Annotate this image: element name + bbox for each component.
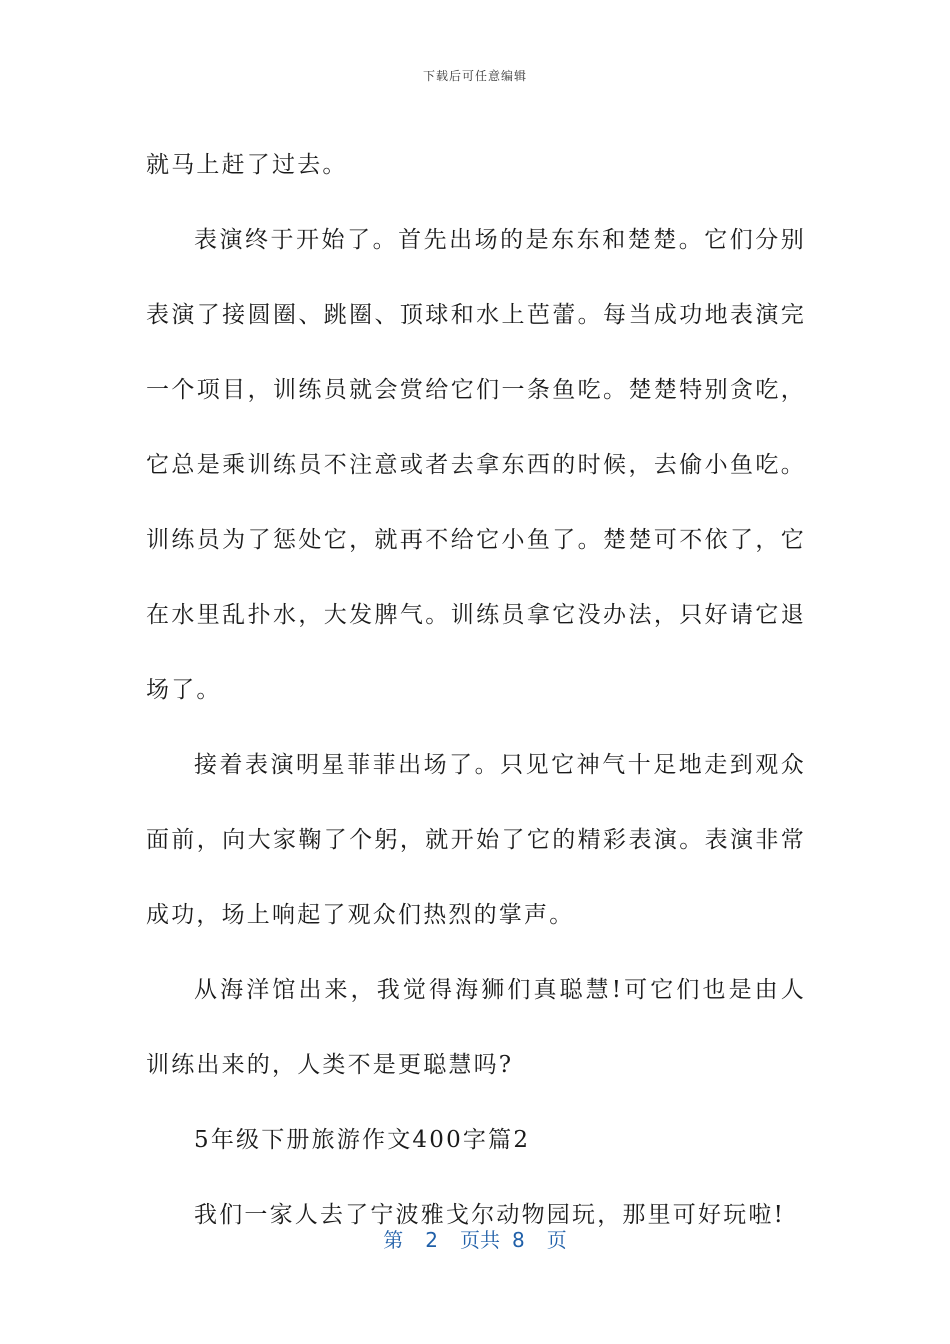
paragraph-conclusion: 从海洋馆出来，我觉得海狮们真聪慧!可它们也是由人训练出来的，人类不是更聪慧吗?: [146, 977, 806, 1078]
paragraph-zoo-intro: 我们一家人去了宁波雅戈尔动物园玩，那里可好玩啦!: [194, 1202, 786, 1228]
footer-suffix: 页: [546, 1228, 567, 1252]
section-heading: 5年级下册旅游作文400字篇2: [194, 1127, 531, 1153]
footer-middle: 页共: [460, 1228, 500, 1252]
paragraph-performance-start: 表演终于开始了。首先出场的是东东和楚楚。它们分别表演了接圆圈、跳圈、顶球和水上芭蕾。每当成功地表演完一个项目，训练员就会赏给它们一条鱼吃。楚楚特别贪吃，它总是乘训练员不注意或者去拿东西的时候，去偷小鱼吃。训练员为了惩处它，就再不给它小鱼了。楚楚可不依了，它在水里乱扑水，大发脾气。训练员拿它没办法，只好请它退场了。: [146, 227, 806, 703]
document-body: [146, 128, 806, 1253]
footer-page-number: 2: [425, 1228, 438, 1252]
paragraph-continuation: 就马上赶了过去。: [146, 152, 348, 178]
footer-total-pages: 8: [512, 1228, 525, 1252]
footer-prefix: 第: [383, 1228, 404, 1252]
header-note: 下载后可任意编辑: [422, 69, 527, 83]
paragraph-star-feifei: 接着表演明星菲菲出场了。只见它神气十足地走到观众面前，向大家鞠了个躬，就开始了它的精彩表演。表演非常成功，场上响起了观众们热烈的掌声。: [146, 752, 806, 928]
page-footer: [0, 1224, 950, 1253]
